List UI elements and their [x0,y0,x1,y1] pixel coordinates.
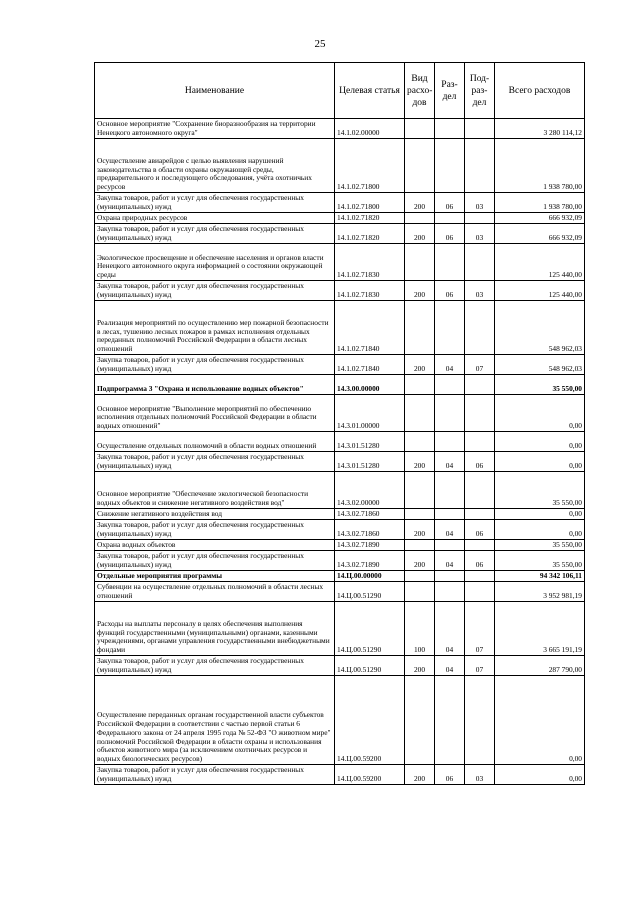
row-subsection: 03 [465,224,495,244]
row-total: 548 962,03 [495,301,585,355]
row-total: 94 342 106,11 [495,571,585,582]
row-total: 35 550,00 [495,375,585,395]
row-target-article: 14.1.02.71840 [335,301,405,355]
row-expense-type [405,139,435,193]
row-expense-type [405,119,435,139]
row-target-article: 14.3.02.71860 [335,509,405,520]
row-name: Закупка товаров, работ и услуг для обеспечения государственных (муниципальных) нужд [95,765,335,785]
row-expense-type: 200 [405,765,435,785]
row-total: 3 280 114,12 [495,119,585,139]
row-name: Закупка товаров, работ и услуг для обеспечения государственных (муниципальных) нужд [95,656,335,676]
row-section: 06 [435,224,465,244]
row-subsection: 03 [465,281,495,301]
row-section [435,571,465,582]
row-section: 04 [435,656,465,676]
row-name: Подпрограмма 3 "Охрана и использование водных объектов" [95,375,335,395]
row-total: 287 790,00 [495,656,585,676]
row-section [435,244,465,281]
row-subsection [465,571,495,582]
row-target-article: 14.1.02.71840 [335,355,405,375]
row-name: Осуществление отдельных полномочий в области водных отношений [95,432,335,452]
row-section: 04 [435,551,465,571]
row-name: Реализация мероприятий по осуществлению мер пожарной безопасности в лесах, тушению лесных пожаров в рамках исполнения отдельных переданных полномочий Российской Федерации в области лесных отношений [95,301,335,355]
row-section: 06 [435,765,465,785]
row-subsection [465,676,495,765]
row-subsection: 07 [465,602,495,656]
row-target-article: 14.Ц.00.51290 [335,582,405,602]
row-section [435,509,465,520]
row-name: Основное мероприятие "Обеспечение экологической безопасности водных объектов и снижение негативного воздействия вод" [95,472,335,509]
row-section [435,395,465,432]
row-section: 04 [435,452,465,472]
row-target-article: 14.Ц.00.00000 [335,571,405,582]
row-expense-type [405,213,435,224]
row-total: 3 665 191,19 [495,602,585,656]
row-total: 0,00 [495,432,585,452]
budget-table [94,62,585,785]
table-row [95,395,585,432]
row-subsection [465,213,495,224]
row-subsection [465,509,495,520]
row-name: Снижение негативного воздействия вод [95,509,335,520]
table-row [95,244,585,281]
table-row [95,571,585,582]
row-section [435,582,465,602]
row-total: 0,00 [495,765,585,785]
row-name: Закупка товаров, работ и услуг для обеспечения государственных (муниципальных) нужд [95,281,335,301]
row-section [435,375,465,395]
row-name: Закупка товаров, работ и услуг для обеспечения государственных (муниципальных) нужд [95,452,335,472]
table-row [95,193,585,213]
row-subsection [465,301,495,355]
row-expense-type [405,432,435,452]
row-target-article: 14.1.02.71800 [335,193,405,213]
row-target-article: 14.3.00.00000 [335,375,405,395]
table-body [95,119,585,785]
row-target-article: 14.1.02.71830 [335,244,405,281]
table-row [95,375,585,395]
row-expense-type [405,582,435,602]
row-total: 35 550,00 [495,551,585,571]
row-name: Закупка товаров, работ и услуг для обеспечения государственных (муниципальных) нужд [95,355,335,375]
header-subsection: Под-раз-дел [465,63,495,119]
row-section [435,432,465,452]
row-target-article: 14.1.02.71820 [335,224,405,244]
table-row [95,676,585,765]
row-section [435,472,465,509]
row-subsection [465,395,495,432]
row-expense-type: 200 [405,656,435,676]
header-name: Наименование [95,63,335,119]
row-expense-type: 100 [405,602,435,656]
row-subsection [465,139,495,193]
row-subsection [465,472,495,509]
row-expense-type [405,395,435,432]
row-total: 0,00 [495,452,585,472]
row-target-article: 14.3.01.00000 [335,395,405,432]
row-subsection: 07 [465,355,495,375]
row-target-article: 14.3.02.71890 [335,540,405,551]
table-row [95,765,585,785]
row-expense-type [405,676,435,765]
table-row [95,582,585,602]
table-row [95,139,585,193]
header-total: Всего расходов [495,63,585,119]
row-section [435,540,465,551]
table-row [95,432,585,452]
row-total: 125 440,00 [495,244,585,281]
row-subsection [465,244,495,281]
row-section: 06 [435,281,465,301]
row-target-article: 14.1.02.00000 [335,119,405,139]
table-row [95,355,585,375]
row-name: Расходы на выплаты персоналу в целях обеспечения выполнения функций государственными (муниципальными) органами, казенными учреждениями, органами управления государственными внебюджетными фондами [95,602,335,656]
row-name: Охрана природных ресурсов [95,213,335,224]
row-name: Осуществление авиарейдов с целью выявления нарушений законодательства в области охраны окружающей среды, предварительного и последующего обследования, учёта охотничьих ресурсов [95,139,335,193]
row-total: 0,00 [495,676,585,765]
row-expense-type [405,375,435,395]
row-name: Осуществление переданных органам государственной власти субъектов Российской Федерации в соответствии с частью первой статьи 6 Федерального закона от 24 апреля 1995 года № 52-ФЗ "О животном мире" полномочий Российской Федерации в области охраны и использования объектов животного мира (за исключением охотничьих ресурсов и водных биологических ресурсов) [95,676,335,765]
table-row [95,301,585,355]
row-target-article: 14.3.02.71890 [335,551,405,571]
row-expense-type: 200 [405,520,435,540]
row-total: 0,00 [495,520,585,540]
table-row [95,472,585,509]
header-target-article: Целевая статья [335,63,405,119]
row-total: 1 938 780,00 [495,139,585,193]
row-target-article: 14.3.01.51280 [335,452,405,472]
row-section [435,676,465,765]
table-row [95,551,585,571]
row-section: 04 [435,355,465,375]
row-name: Субвенции на осуществление отдельных полномочий в области лесных отношений [95,582,335,602]
row-target-article: 14.3.01.51280 [335,432,405,452]
budget-table-wrapper [94,62,585,785]
row-subsection [465,432,495,452]
row-expense-type [405,509,435,520]
row-target-article: 14.1.02.71800 [335,139,405,193]
header-section: Раз-дел [435,63,465,119]
table-row [95,520,585,540]
row-target-article: 14.Ц.00.59200 [335,676,405,765]
row-target-article: 14.Ц.00.51290 [335,656,405,676]
row-target-article: 14.Ц.00.59200 [335,765,405,785]
row-subsection [465,582,495,602]
row-subsection [465,119,495,139]
row-section: 04 [435,602,465,656]
row-expense-type: 200 [405,224,435,244]
table-row [95,540,585,551]
table-row [95,213,585,224]
row-name: Закупка товаров, работ и услуг для обеспечения государственных (муниципальных) нужд [95,224,335,244]
row-total: 35 550,00 [495,472,585,509]
row-section: 06 [435,193,465,213]
row-target-article: 14.3.02.71860 [335,520,405,540]
row-subsection: 07 [465,656,495,676]
row-section [435,301,465,355]
row-subsection: 03 [465,193,495,213]
row-target-article: 14.1.02.71830 [335,281,405,301]
row-name: Охрана водных объектов [95,540,335,551]
row-expense-type [405,244,435,281]
table-row [95,119,585,139]
row-name: Основное мероприятие "Сохранение биоразнообразия на территории Ненецкого автономного округа" [95,119,335,139]
row-subsection [465,540,495,551]
row-total: 1 938 780,00 [495,193,585,213]
row-total: 548 962,03 [495,355,585,375]
row-expense-type: 200 [405,452,435,472]
row-name: Закупка товаров, работ и услуг для обеспечения государственных (муниципальных) нужд [95,520,335,540]
row-name: Закупка товаров, работ и услуг для обеспечения государственных (муниципальных) нужд [95,193,335,213]
page-number: 25 [314,38,326,50]
row-expense-type: 200 [405,281,435,301]
table-header-row [95,63,585,119]
row-section [435,119,465,139]
row-expense-type [405,301,435,355]
table-row [95,602,585,656]
table-row [95,452,585,472]
row-subsection: 03 [465,765,495,785]
row-expense-type: 200 [405,193,435,213]
row-name: Отдельные мероприятия программы [95,571,335,582]
table-row [95,281,585,301]
row-expense-type [405,571,435,582]
row-subsection: 06 [465,452,495,472]
row-expense-type: 200 [405,355,435,375]
row-target-article: 14.Ц.00.51290 [335,602,405,656]
row-total: 666 932,09 [495,224,585,244]
header-expense-type: Вид расхо-дов [405,63,435,119]
row-subsection [465,375,495,395]
row-section [435,139,465,193]
row-name: Основное мероприятие "Выполнение мероприятий по обеспечению исполнения отдельных полномочий Российской Федерации в области водных отношений" [95,395,335,432]
row-section: 04 [435,520,465,540]
row-target-article: 14.1.02.71820 [335,213,405,224]
row-subsection: 06 [465,520,495,540]
row-target-article: 14.3.02.00000 [335,472,405,509]
row-name: Экологическое просвещение и обеспечение населения и органов власти Ненецкого автономного округа информацией о состоянии окружающей среды [95,244,335,281]
row-total: 125 440,00 [495,281,585,301]
row-total: 0,00 [495,395,585,432]
table-row [95,224,585,244]
row-section [435,213,465,224]
row-name: Закупка товаров, работ и услуг для обеспечения государственных (муниципальных) нужд [95,551,335,571]
row-expense-type [405,472,435,509]
row-total: 3 952 981,19 [495,582,585,602]
row-subsection: 06 [465,551,495,571]
row-expense-type: 200 [405,551,435,571]
table-row [95,656,585,676]
row-expense-type [405,540,435,551]
table-row [95,509,585,520]
row-total: 0,00 [495,509,585,520]
row-total: 666 932,09 [495,213,585,224]
row-total: 35 550,00 [495,540,585,551]
